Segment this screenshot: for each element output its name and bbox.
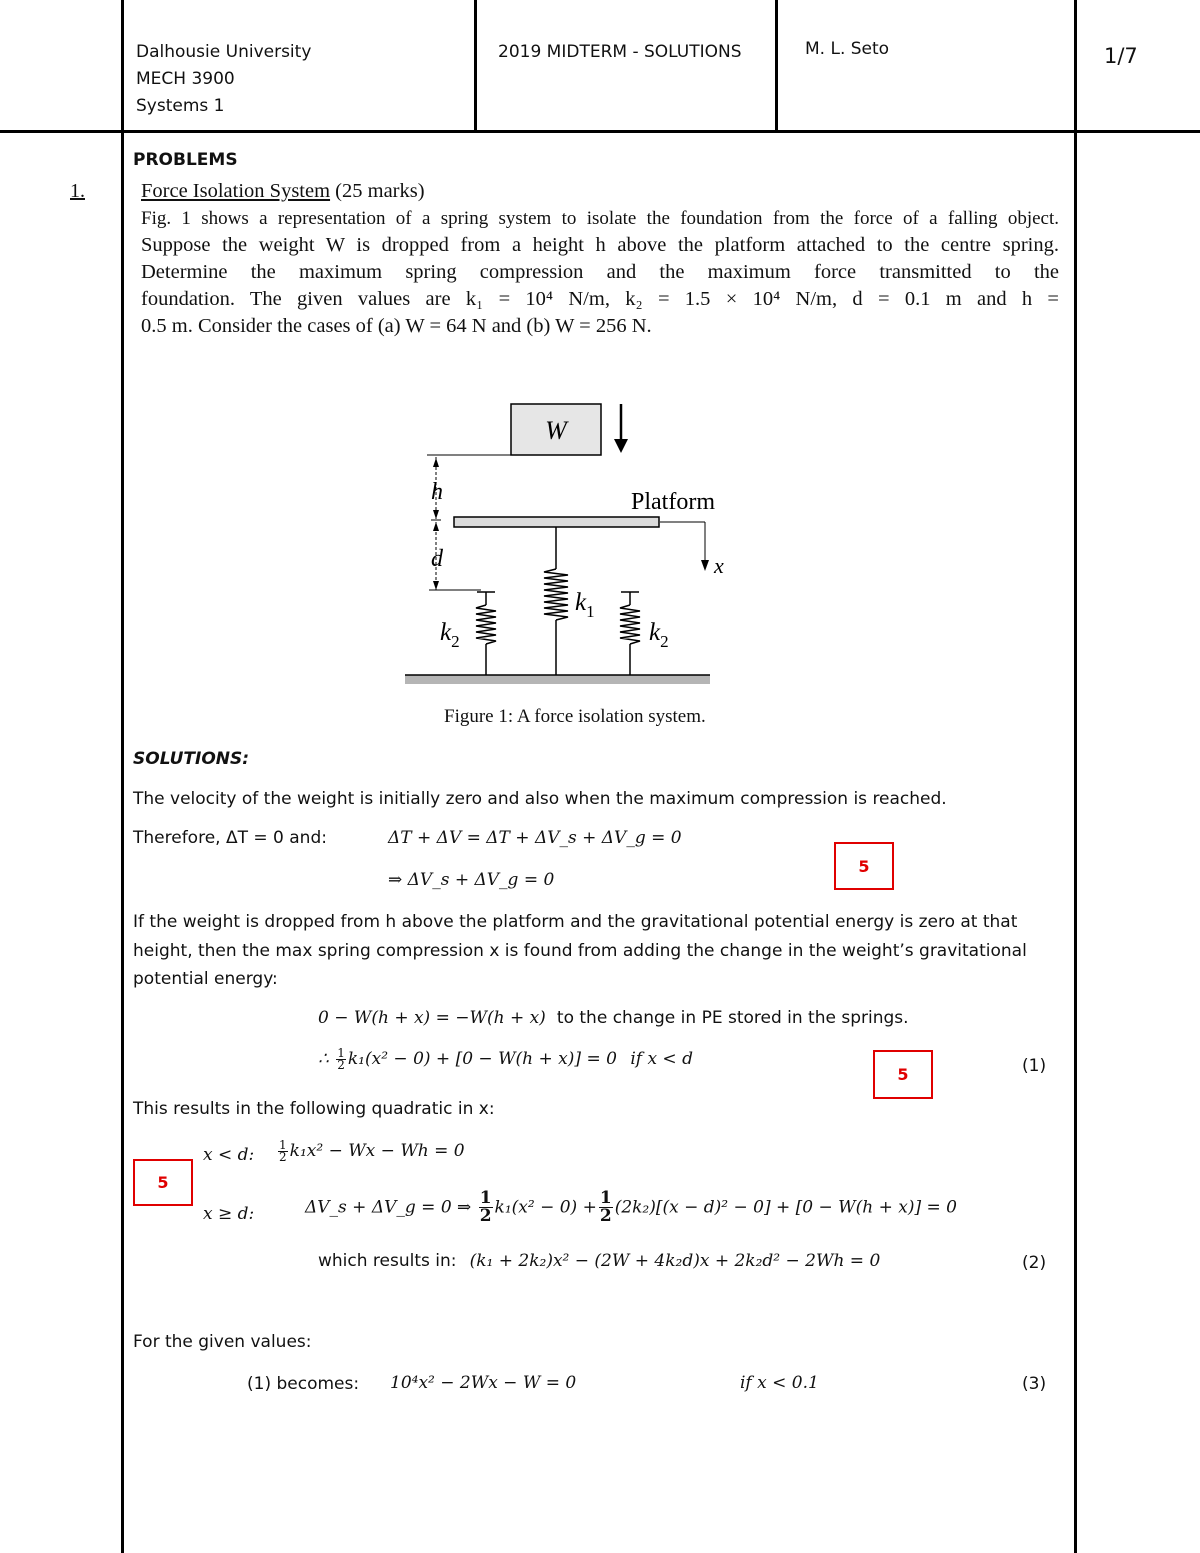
mark-box-3: 5 [133, 1159, 193, 1206]
right-spring-k2 [620, 592, 640, 675]
eq1-fraction [336, 1048, 346, 1071]
case1-fraction [278, 1140, 288, 1163]
header-divider-1 [474, 0, 477, 132]
weight-label: W [545, 416, 567, 445]
author: M. L. Seto [805, 39, 890, 59]
case-2-condition: x ≥ d: [203, 1204, 255, 1224]
exam-title: 2019 MIDTERM - SOLUTIONS [498, 42, 742, 62]
down-arrow-icon [614, 404, 628, 453]
h-label: h [431, 479, 443, 505]
mark-box-2: 5 [873, 1050, 933, 1099]
case1-eq-body: k₁x² − Wx − Wh = 0 [289, 1141, 465, 1161]
therefore-text: Therefore, ΔT = 0 and: [133, 828, 327, 848]
pe-equation-text: to the change in PE stored in the springs. [556, 1008, 909, 1028]
k1-label: $k_1$ [575, 589, 595, 621]
case2-part-b: (2k₂)[(x − d)² − 0] + [0 − W(h + x)] = 0 [614, 1197, 957, 1218]
case-1-condition: x < d: [203, 1145, 255, 1165]
case1-frac-num: 1 [279, 1138, 287, 1152]
case2-part-a: k₁(x² − 0) + [494, 1197, 597, 1218]
equation-3: 10⁴x² − 2Wx − W = 0 [390, 1373, 577, 1393]
header-divider-2 [775, 0, 778, 132]
eq3-number: (3) [1022, 1374, 1047, 1394]
d-label: d [431, 546, 443, 572]
foundation [405, 675, 710, 684]
course-name: Systems 1 [136, 96, 225, 116]
eq1-therefore: ∴ [318, 1049, 329, 1069]
header-rule [0, 130, 1200, 133]
case2-lhs: ΔV_s + ΔV_g = 0 ⇒ [305, 1197, 472, 1218]
problem-line-3: Determine the maximum spring compression and the maximum force transmitted to the [141, 261, 1059, 283]
page-number: 1/7 [1104, 44, 1138, 68]
given-values-text: For the given values: [133, 1332, 312, 1352]
equation-2: (k₁ + 2k₂)x² − (2W + 4k₂d)x + 2k₂d² − 2Wh = 0 [469, 1251, 881, 1271]
k2-right-label: $k_2$ [649, 619, 669, 651]
solutions-heading: SOLUTIONS: [133, 749, 250, 769]
center-spring-k1 [544, 527, 568, 675]
problem-number: 1. [70, 180, 85, 202]
eq3-condition: if x < 0.1 [740, 1373, 819, 1393]
k2-left-subscript: 2 [451, 632, 460, 651]
case2-frac2-num: 1 [599, 1188, 612, 1208]
header-left [136, 39, 311, 120]
problem-marks: (25 marks) [335, 180, 425, 202]
solutions-p1: The velocity of the weight is initially zero and also when the maximum compression is reached. [133, 789, 947, 809]
equation-2-line [318, 1251, 880, 1271]
problems-heading: PROBLEMS [133, 150, 238, 170]
eq1-number: (1) [1022, 1056, 1047, 1076]
left-border [121, 0, 124, 1553]
solutions-p2: If the weight is dropped from h above the platform and the gravitational potential energy is zero at that height, then the max spring compression x is found from adding the change in the weight’s gravitational potential energy: [133, 912, 1027, 989]
energy-equation-2: ⇒ ΔV_s + ΔV_g = 0 [388, 870, 555, 890]
problem-line-1: Fig. 1 shows a representation of a spring system to isolate the foundation from the force of a falling object. [141, 208, 1059, 229]
k2-right-subscript: 2 [660, 632, 669, 651]
left-spring-k2 [476, 592, 496, 675]
right-border [1074, 0, 1077, 1553]
k1-subscript: 1 [586, 602, 595, 621]
course-code: MECH 3900 [136, 69, 235, 89]
pe-equation: 0 − W(h + x) = −W(h + x) [318, 1008, 546, 1028]
university-name: Dalhousie University [136, 42, 312, 62]
solutions-p3: This results in the following quadratic in x: [133, 1099, 495, 1119]
problem-title: Force Isolation System [141, 180, 331, 202]
x-label: x [714, 553, 724, 578]
case2-frac1-den: 2 [479, 1206, 492, 1226]
mark-box-1: 5 [834, 842, 894, 890]
problem-title-line [141, 178, 1059, 205]
k2-left-label: $k_2$ [440, 619, 460, 651]
pe-equation-line [318, 1008, 909, 1028]
eq1-body: k₁(x² − 0) + [0 − W(h + x)] = 0 [347, 1049, 617, 1069]
eq1-frac-num: 1 [337, 1046, 345, 1060]
energy-equation: ΔT + ΔV = ΔT + ΔV_s + ΔV_g = 0 [388, 828, 682, 848]
platform-label: Platform [631, 489, 715, 515]
case-2-equation [305, 1190, 957, 1225]
platform [454, 517, 659, 527]
x-arrow-icon [660, 522, 709, 571]
eq2-number: (2) [1022, 1253, 1047, 1273]
problem-line-2: Suppose the weight W is dropped from a height h above the platform attached to the centre spring. [141, 234, 1059, 256]
case1-frac-den: 2 [279, 1150, 287, 1164]
case2-frac2-den: 2 [599, 1206, 612, 1226]
case2-frac1-num: 1 [479, 1188, 492, 1208]
results-in-text: which results in: [318, 1251, 457, 1271]
problem-line-4: foundation. The given values are k₁ = 10⁴ N/m, k₂ = 1.5 × 10⁴ N/m, d = 0.1 m and h = [141, 288, 1059, 310]
equation-1 [318, 1048, 693, 1071]
case2-fraction-1 [479, 1190, 493, 1225]
eq1-frac-den: 2 [337, 1058, 345, 1072]
case2-fraction-2 [599, 1190, 613, 1225]
case-1-equation [276, 1140, 465, 1163]
problem-line-5: 0.5 m. Consider the cases of (a) W = 64 N and (b) W = 256 N. [141, 315, 652, 337]
eq3-label: (1) becomes: [247, 1374, 360, 1394]
eq1-condition: if x < d [630, 1049, 693, 1069]
figure-caption: Figure 1: A force isolation system. [444, 706, 706, 727]
problem-statement [141, 205, 1059, 340]
force-isolation-figure [395, 395, 740, 685]
